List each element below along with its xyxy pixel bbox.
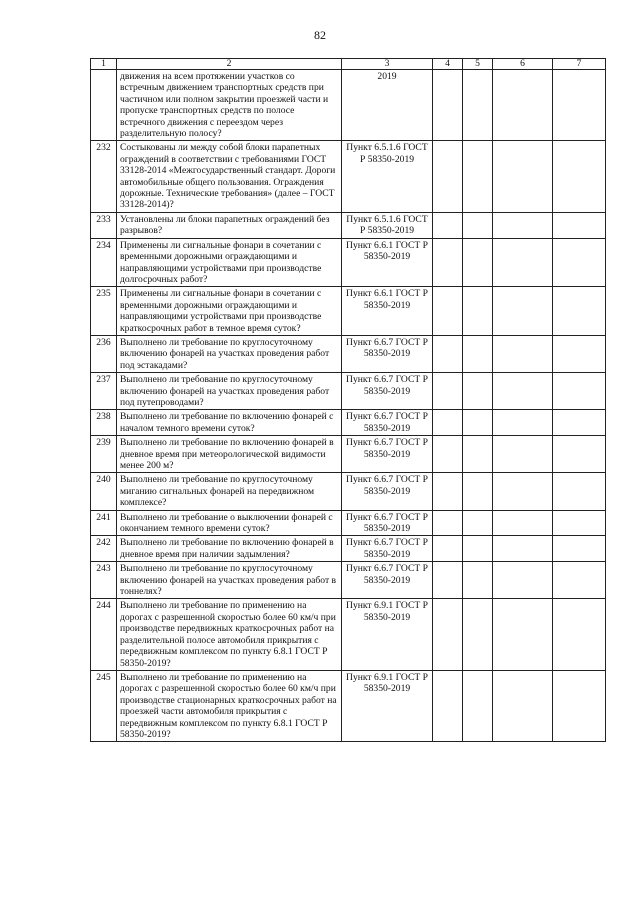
row-question: Выполнено ли требование о выключении фонарей с окончанием темного времени суток? bbox=[117, 510, 342, 536]
table-row bbox=[91, 141, 606, 212]
row-cell-7 bbox=[553, 536, 606, 562]
table-row bbox=[91, 238, 606, 287]
row-cell-6 bbox=[493, 562, 553, 599]
row-cell-7 bbox=[553, 141, 606, 212]
row-number: 245 bbox=[91, 670, 117, 741]
checklist-table bbox=[90, 58, 606, 742]
table-body bbox=[91, 70, 606, 742]
row-cell-5 bbox=[463, 670, 493, 741]
row-reference: Пункт 6.6.7 ГОСТ Р 58350-2019 bbox=[342, 473, 433, 510]
row-question: Применены ли сигнальные фонари в сочетании с временными дорожными ограждающими и направляющими устройствами при производстве долгосрочных работ? bbox=[117, 238, 342, 287]
row-cell-4 bbox=[433, 141, 463, 212]
row-cell-5 bbox=[463, 70, 493, 141]
row-reference: Пункт 6.6.7 ГОСТ Р 58350-2019 bbox=[342, 373, 433, 410]
table-row bbox=[91, 70, 606, 141]
row-question: Установлены ли блоки парапетных ограждений без разрывов? bbox=[117, 212, 342, 238]
row-number: 240 bbox=[91, 473, 117, 510]
row-number: 244 bbox=[91, 599, 117, 670]
row-cell-6 bbox=[493, 670, 553, 741]
row-number: 232 bbox=[91, 141, 117, 212]
row-question: Выполнено ли требование по включению фонарей в дневное время при наличии задымления? bbox=[117, 536, 342, 562]
row-cell-6 bbox=[493, 373, 553, 410]
row-cell-4 bbox=[433, 410, 463, 436]
row-cell-5 bbox=[463, 287, 493, 336]
row-number: 239 bbox=[91, 436, 117, 473]
table-row bbox=[91, 287, 606, 336]
column-header-2: 2 bbox=[117, 59, 342, 70]
row-reference: Пункт 6.6.7 ГОСТ Р 58350-2019 bbox=[342, 510, 433, 536]
row-cell-4 bbox=[433, 670, 463, 741]
row-number: 234 bbox=[91, 238, 117, 287]
column-header-3: 3 bbox=[342, 59, 433, 70]
row-reference: Пункт 6.6.7 ГОСТ Р 58350-2019 bbox=[342, 335, 433, 372]
row-cell-5 bbox=[463, 141, 493, 212]
row-cell-7 bbox=[553, 473, 606, 510]
row-cell-4 bbox=[433, 335, 463, 372]
row-cell-7 bbox=[553, 373, 606, 410]
row-cell-7 bbox=[553, 599, 606, 670]
row-cell-4 bbox=[433, 373, 463, 410]
row-question: Выполнено ли требование по применению на дорогах с разрешенной скоростью более 60 км/ч при производстве стационарных краткосрочных работ на проезжей части автомобиля прикрытия с передвижным комплексом по пункту 6.8.1 ГОСТ Р 58350-2019? bbox=[117, 670, 342, 741]
row-cell-7 bbox=[553, 70, 606, 141]
table-header bbox=[91, 59, 606, 70]
table-row bbox=[91, 473, 606, 510]
row-cell-6 bbox=[493, 70, 553, 141]
row-cell-5 bbox=[463, 473, 493, 510]
row-cell-5 bbox=[463, 410, 493, 436]
row-cell-6 bbox=[493, 141, 553, 212]
row-cell-4 bbox=[433, 562, 463, 599]
row-cell-6 bbox=[493, 436, 553, 473]
row-reference: Пункт 6.6.1 ГОСТ Р 58350-2019 bbox=[342, 287, 433, 336]
row-reference: Пункт 6.5.1.6 ГОСТ Р 58350-2019 bbox=[342, 141, 433, 212]
row-number bbox=[91, 70, 117, 141]
row-cell-4 bbox=[433, 287, 463, 336]
row-cell-7 bbox=[553, 410, 606, 436]
header-row bbox=[91, 59, 606, 70]
column-header-4: 4 bbox=[433, 59, 463, 70]
row-cell-6 bbox=[493, 238, 553, 287]
row-cell-6 bbox=[493, 510, 553, 536]
row-cell-7 bbox=[553, 238, 606, 287]
row-question: движения на всем протяжении участков со встречным движением транспортных средств при частичном или полном закрытии проезжей части и пропуске транспортных средств по полосе встречного движения с переездом через разделительную полосу? bbox=[117, 70, 342, 141]
row-number: 238 bbox=[91, 410, 117, 436]
row-reference: Пункт 6.9.1 ГОСТ Р 58350-2019 bbox=[342, 599, 433, 670]
row-reference: 2019 bbox=[342, 70, 433, 141]
row-number: 237 bbox=[91, 373, 117, 410]
row-reference: Пункт 6.5.1.6 ГОСТ Р 58350-2019 bbox=[342, 212, 433, 238]
row-cell-5 bbox=[463, 562, 493, 599]
row-cell-5 bbox=[463, 436, 493, 473]
row-question: Выполнено ли требование по включению фонарей с началом темного времени суток? bbox=[117, 410, 342, 436]
column-header-7: 7 bbox=[553, 59, 606, 70]
row-cell-6 bbox=[493, 599, 553, 670]
table-row bbox=[91, 562, 606, 599]
table-row bbox=[91, 536, 606, 562]
row-cell-7 bbox=[553, 670, 606, 741]
row-number: 236 bbox=[91, 335, 117, 372]
row-cell-4 bbox=[433, 436, 463, 473]
row-cell-6 bbox=[493, 335, 553, 372]
table-row bbox=[91, 670, 606, 741]
row-cell-7 bbox=[553, 287, 606, 336]
row-cell-7 bbox=[553, 510, 606, 536]
row-number: 235 bbox=[91, 287, 117, 336]
row-cell-4 bbox=[433, 70, 463, 141]
row-cell-5 bbox=[463, 599, 493, 670]
column-header-5: 5 bbox=[463, 59, 493, 70]
page-number: 82 bbox=[314, 28, 326, 42]
row-number: 241 bbox=[91, 510, 117, 536]
table-row bbox=[91, 212, 606, 238]
row-question: Применены ли сигнальные фонари в сочетании с временными дорожными ограждающими и направляющими устройствами при производстве краткосрочных работ в темное время суток? bbox=[117, 287, 342, 336]
row-reference: Пункт 6.9.1 ГОСТ Р 58350-2019 bbox=[342, 670, 433, 741]
table-row bbox=[91, 335, 606, 372]
row-cell-7 bbox=[553, 436, 606, 473]
row-question: Выполнено ли требование по круглосуточному включению фонарей на участках проведения работ под эстакадами? bbox=[117, 335, 342, 372]
row-cell-6 bbox=[493, 473, 553, 510]
row-cell-5 bbox=[463, 212, 493, 238]
row-question: Выполнено ли требование по круглосуточному включению фонарей на участках проведения работ в тоннелях? bbox=[117, 562, 342, 599]
row-question: Выполнено ли требование по включению фонарей в дневное время при метеорологической видимости менее 200 м? bbox=[117, 436, 342, 473]
table-row bbox=[91, 599, 606, 670]
row-reference: Пункт 6.6.7 ГОСТ Р 58350-2019 bbox=[342, 410, 433, 436]
row-cell-6 bbox=[493, 536, 553, 562]
column-header-6: 6 bbox=[493, 59, 553, 70]
row-cell-4 bbox=[433, 510, 463, 536]
row-cell-7 bbox=[553, 212, 606, 238]
row-cell-4 bbox=[433, 212, 463, 238]
row-cell-4 bbox=[433, 473, 463, 510]
row-number: 242 bbox=[91, 536, 117, 562]
row-question: Состыкованы ли между собой блоки парапетных ограждений в соответствии с требованиями ГОСТ 33128-2014 «Межгосударственный стандарт. Дороги автомобильные общего пользования. Ограждения дорожные. Технические требования» (далее – ГОСТ 33128-2014)? bbox=[117, 141, 342, 212]
row-question: Выполнено ли требование по круглосуточному миганию сигнальных фонарей на передвижном комплексе? bbox=[117, 473, 342, 510]
row-reference: Пункт 6.6.1 ГОСТ Р 58350-2019 bbox=[342, 238, 433, 287]
row-cell-6 bbox=[493, 212, 553, 238]
row-reference: Пункт 6.6.7 ГОСТ Р 58350-2019 bbox=[342, 436, 433, 473]
row-cell-6 bbox=[493, 287, 553, 336]
row-question: Выполнено ли требование по применению на дорогах с разрешенной скоростью более 60 км/ч при производстве передвижных краткосрочных работ на разделительной полосе автомобиля прикрытия с передвижным комплексом по пункту 6.8.1 ГОСТ Р 58350-2019? bbox=[117, 599, 342, 670]
row-cell-6 bbox=[493, 410, 553, 436]
row-cell-7 bbox=[553, 562, 606, 599]
table-row bbox=[91, 436, 606, 473]
row-cell-4 bbox=[433, 536, 463, 562]
row-cell-4 bbox=[433, 238, 463, 287]
row-cell-5 bbox=[463, 238, 493, 287]
row-number: 243 bbox=[91, 562, 117, 599]
row-cell-5 bbox=[463, 536, 493, 562]
table-row bbox=[91, 410, 606, 436]
row-cell-4 bbox=[433, 599, 463, 670]
row-number: 233 bbox=[91, 212, 117, 238]
row-cell-5 bbox=[463, 373, 493, 410]
row-reference: Пункт 6.6.7 ГОСТ Р 58350-2019 bbox=[342, 562, 433, 599]
row-cell-7 bbox=[553, 335, 606, 372]
table-row bbox=[91, 510, 606, 536]
row-cell-5 bbox=[463, 510, 493, 536]
row-cell-5 bbox=[463, 335, 493, 372]
row-question: Выполнено ли требование по круглосуточному включению фонарей на участках проведения работ под путепроводами? bbox=[117, 373, 342, 410]
table-row bbox=[91, 373, 606, 410]
column-header-1: 1 bbox=[91, 59, 117, 70]
row-reference: Пункт 6.6.7 ГОСТ Р 58350-2019 bbox=[342, 536, 433, 562]
